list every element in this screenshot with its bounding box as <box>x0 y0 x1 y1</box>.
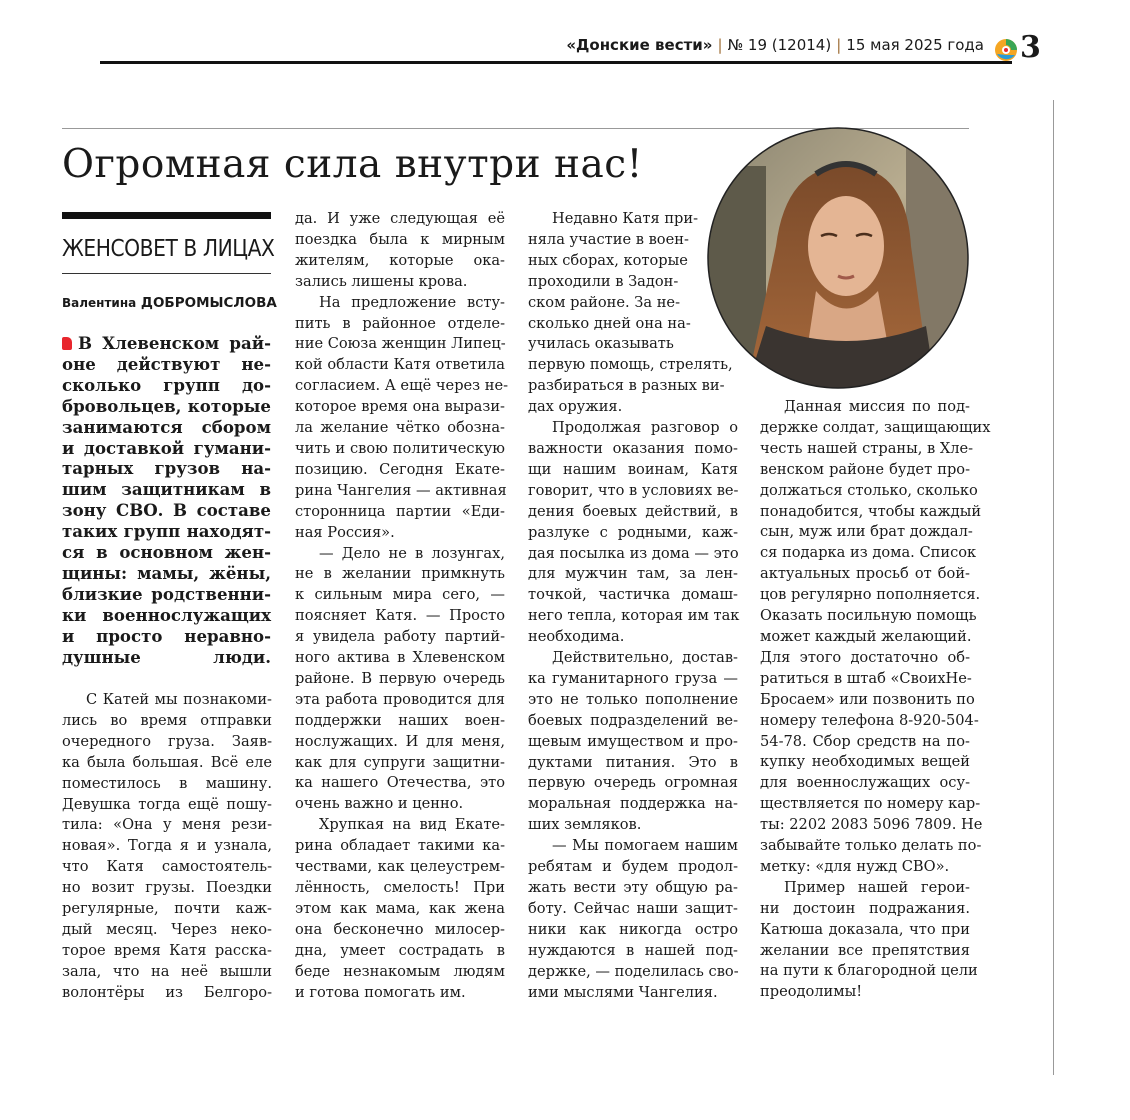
page-margin-rule <box>1053 100 1054 1075</box>
lead-line: и доставкой гумани- <box>62 437 271 458</box>
lead-line: ки военнослужащих <box>62 604 271 625</box>
text-line: поездка была к мирным <box>295 230 505 248</box>
text-line: боту. Сейчас наши защит- <box>528 899 738 917</box>
text-line: цов регулярно пополняется. <box>760 586 981 604</box>
rubric: ЖЕНСОВЕТ В ЛИЦАХ <box>62 236 275 262</box>
text-line: очень важно и ценно. <box>295 795 464 813</box>
text-line: ного актива в Хлевенском <box>295 649 505 667</box>
lead-marker-icon <box>62 337 72 350</box>
text-line: няла участие в воен- <box>528 230 689 248</box>
text-line: точкой, частичка домаш- <box>528 586 738 604</box>
text-line: актуальных просьб от бой- <box>760 565 970 583</box>
text-line: ском районе. За не- <box>528 293 680 311</box>
text-line: ребятам и будем продол- <box>528 858 738 876</box>
text-line: 54-78. Сбор средств на по- <box>760 732 970 750</box>
text-line: ществляется по номеру кар- <box>760 795 981 813</box>
rubric-bar <box>62 212 271 219</box>
text-line: она бесконечно милосер- <box>295 920 505 938</box>
page-number: 3 <box>1020 30 1041 65</box>
text-line: эта работа проводится для <box>295 690 505 708</box>
text-line: разлуке с родными, каж- <box>528 523 738 541</box>
text-line: регулярные, почти каж- <box>62 900 272 918</box>
text-line: проходили в Задон- <box>528 272 679 290</box>
lead-text: В Хлевенском рай- <box>78 333 271 353</box>
text-line: нуждаются в нашей под- <box>528 941 738 959</box>
text-line: как для супруги защитни- <box>295 753 505 771</box>
text-line: Катюша доказала, что при <box>760 920 970 938</box>
text-line: должаться столько, сколько <box>760 481 978 499</box>
text-line: нослужащих. И для меня, <box>295 732 505 750</box>
text-line: — Мы помогаем нашим <box>552 837 738 855</box>
lead-line: душные люди. <box>62 646 271 667</box>
text-line: дуктами питания. Это в <box>528 753 738 771</box>
paragraph <box>528 418 738 648</box>
newspaper-logo-icon <box>994 38 1018 62</box>
text-line: ных сборах, которые <box>528 251 688 269</box>
text-line: забывайте только делать по- <box>760 837 982 855</box>
text-line: согласием. А ещё через не- <box>295 377 509 395</box>
text-line: ники как никогда остро <box>528 920 738 938</box>
text-column-2 <box>295 209 509 1003</box>
text-line: училась оказывать <box>528 335 674 353</box>
text-line: номеру телефона 8-920-504- <box>760 711 979 729</box>
text-line: беде незнакомым людям <box>295 962 505 980</box>
text-line: На предложение всту- <box>319 293 505 311</box>
article-title: Огромная сила внутри нас! <box>62 142 643 187</box>
text-line: моральная поддержка на- <box>528 795 738 813</box>
text-line: Хрупкая на вид Екате- <box>319 816 505 834</box>
text-line: купку необходимых вещей <box>760 753 970 771</box>
page-header: «Донские вести» | № 19 (12014) | 15 мая 2025 года <box>566 36 984 54</box>
text-line: ратиться в штаб «СвоихНе- <box>760 669 972 687</box>
text-line: волонтёры из Белгоро- <box>62 983 272 1001</box>
text-line: Пример нашей герои- <box>784 878 970 896</box>
text-line: пить в районное отделе- <box>295 314 505 332</box>
text-line: Оказать посильную помощь <box>760 607 977 625</box>
text-line: держке, — поделилась сво- <box>528 962 739 980</box>
text-line: этом как мама, как жена <box>295 899 505 917</box>
text-line: поддержки наших воен- <box>295 711 505 729</box>
article-lead <box>62 333 271 668</box>
text-line: щи нашим воинам, Катя <box>528 460 738 478</box>
text-line: ка гуманитарного груза — <box>528 669 738 687</box>
text-line: первую помощь, стрелять, <box>528 356 733 374</box>
lead-line: зону СВО. В составе <box>62 500 271 521</box>
text-line: Недавно Катя при- <box>552 210 699 227</box>
lead-line: бровольцев, которые <box>62 395 271 416</box>
text-line: ка нашего Отечества, это <box>295 774 505 792</box>
text-line: да. И уже следующая её <box>295 210 505 227</box>
text-line: держке солдат, защищающих <box>760 418 991 436</box>
text-line: первую очередь огромная <box>528 774 738 792</box>
text-line: это не только пополнение <box>528 690 738 708</box>
text-line: ни достоин подражания. <box>760 899 970 917</box>
text-line: жать вести эту общую ра- <box>528 879 738 896</box>
paragraph <box>62 690 272 1004</box>
text-line: Для этого достаточно об- <box>760 648 970 666</box>
lead-line: близкие родственни- <box>62 583 271 604</box>
text-line: которое время она вырази- <box>295 398 505 416</box>
lead-line: тарных грузов на- <box>62 458 271 479</box>
text-line: щевым имуществом и про- <box>528 732 738 750</box>
text-line: разбираться в разных ви- <box>528 377 725 395</box>
text-line: сколько дней она на- <box>528 314 691 332</box>
text-line: рина обладает такими ка- <box>295 837 505 855</box>
text-line: необходима. <box>528 628 625 646</box>
text-line: и готова помогать им. <box>295 983 466 1001</box>
text-line: говорит, что в условиях ве- <box>528 481 739 499</box>
author-last-name: ДОБРОМЫСЛОВА <box>140 295 277 311</box>
issue-date: 15 мая 2025 года <box>846 36 984 54</box>
text-line: не в желании примкнуть <box>295 565 505 583</box>
text-line: новая». Тогда я и узнала, <box>62 837 272 855</box>
text-line: жителям, которые ока- <box>295 251 505 269</box>
text-line: ты: 2202 2083 5096 7809. Не <box>760 816 983 834</box>
newspaper-name: «Донские вести» <box>566 36 713 54</box>
text-line: для военнослужащих осу- <box>760 774 970 792</box>
text-line: районе. В первую очередь <box>295 669 505 687</box>
text-line: венском районе будет про- <box>760 460 970 478</box>
text-line: торое время Катя расска- <box>62 941 272 959</box>
paragraph <box>295 544 505 816</box>
text-line: него тепла, которая им так <box>528 607 740 625</box>
portrait-photo <box>706 126 970 390</box>
text-line: лённость, смелость! При <box>295 879 505 896</box>
text-line: рина Чангелия — активная <box>295 481 507 499</box>
lead-line: ся в основном жен- <box>62 542 271 563</box>
text-line: на пути к благородной цели <box>760 962 978 980</box>
text-line: позицию. Сегодня Екате- <box>295 460 505 478</box>
lead-line: таких групп находят- <box>62 521 271 542</box>
text-line: Продолжая разговор о <box>552 419 738 437</box>
lead-line: шим защитникам в <box>62 479 271 500</box>
rubric-rule <box>62 273 271 274</box>
text-line: поместилось в машину. <box>62 774 272 792</box>
text-line: ная Россия». <box>295 523 395 541</box>
paragraph <box>295 209 505 293</box>
author-byline <box>62 295 277 311</box>
text-line: ла желание чётко обозна- <box>295 419 505 437</box>
text-line: дения боевых действий, в <box>528 502 738 520</box>
text-line: я увидела работу партий- <box>295 628 505 646</box>
text-line: зала, что на неё вышли <box>62 962 272 980</box>
author-first-name: Валентина <box>62 296 137 310</box>
text-line: может каждый желающий. <box>760 627 972 645</box>
text-line: лись во время отправки <box>62 711 272 729</box>
text-line: боевых подразделений ве- <box>528 711 738 729</box>
paragraph <box>760 878 978 1003</box>
text-line: что Катя самостоятель- <box>62 858 272 876</box>
lead-line: занимаются сбором <box>62 416 271 437</box>
text-line: к сильным мира сего, — <box>295 586 505 604</box>
text-line: ими мыслями Чангелия. <box>528 983 718 1001</box>
paragraph <box>295 293 509 544</box>
text-line: сын, муж или брат дождал- <box>760 523 973 541</box>
text-line: ся подарка из дома. Список <box>760 544 977 562</box>
text-line: сторонница партии «Еди- <box>295 502 505 520</box>
text-line: ние Союза женщин Липец- <box>295 335 506 353</box>
text-line: Действительно, достав- <box>552 649 738 667</box>
text-line: чествами, как целеустрем- <box>295 858 505 876</box>
text-line: честь нашей страны, в Хле- <box>760 439 974 457</box>
text-line: С Катей мы познакоми- <box>86 691 272 708</box>
text-line: дах оружия. <box>528 398 623 416</box>
text-line: Бросаем» или позвонить по <box>760 690 975 708</box>
lead-line: щины: мамы, жёны, <box>62 562 271 583</box>
text-line: ка была большая. Всё еле <box>62 753 272 771</box>
text-line: важности оказания помо- <box>528 439 738 457</box>
text-line: преодолимы! <box>760 983 863 1001</box>
lead-line <box>62 333 271 354</box>
header-rule <box>100 61 1012 64</box>
text-line: кой области Катя ответила <box>295 356 505 374</box>
text-line: поясняет Катя. — Просто <box>295 607 505 625</box>
lead-line: оне действуют не- <box>62 353 271 374</box>
text-line: метку: «для нужд СВО». <box>760 857 950 875</box>
lead-line: сколько групп до- <box>62 374 271 395</box>
text-line: понадобится, чтобы каждый <box>760 502 982 520</box>
text-line: ших земляков. <box>528 816 642 834</box>
paragraph <box>528 648 738 836</box>
text-line: Данная миссия по под- <box>784 398 970 415</box>
text-line: дая посылка из дома — это <box>528 544 739 562</box>
text-line: дый месяц. Через неко- <box>62 920 272 938</box>
text-line: чить и свою политическую <box>295 439 505 457</box>
text-column-1 <box>62 690 272 1004</box>
text-line: очередного груза. Заяв- <box>62 732 272 750</box>
text-column-4 <box>760 397 991 1003</box>
text-line: дна, умеет сострадать в <box>295 941 505 959</box>
text-line: зались лишены крова. <box>295 272 468 290</box>
text-line: для мужчин там, за лен- <box>528 565 738 583</box>
issue-number: № 19 (12014) <box>727 36 832 54</box>
text-line: но возит грузы. Поездки <box>62 879 272 897</box>
text-line: тила: «Она у меня рези- <box>62 816 272 834</box>
text-line: Девушка тогда ещё пошу- <box>62 795 272 813</box>
text-line: — Дело не в лозунгах, <box>319 544 505 562</box>
lead-line: и просто неравно- <box>62 625 271 646</box>
paragraph <box>528 836 738 1003</box>
paragraph <box>760 397 991 878</box>
paragraph <box>295 815 505 1003</box>
text-line: желании все препятствия <box>760 941 970 959</box>
